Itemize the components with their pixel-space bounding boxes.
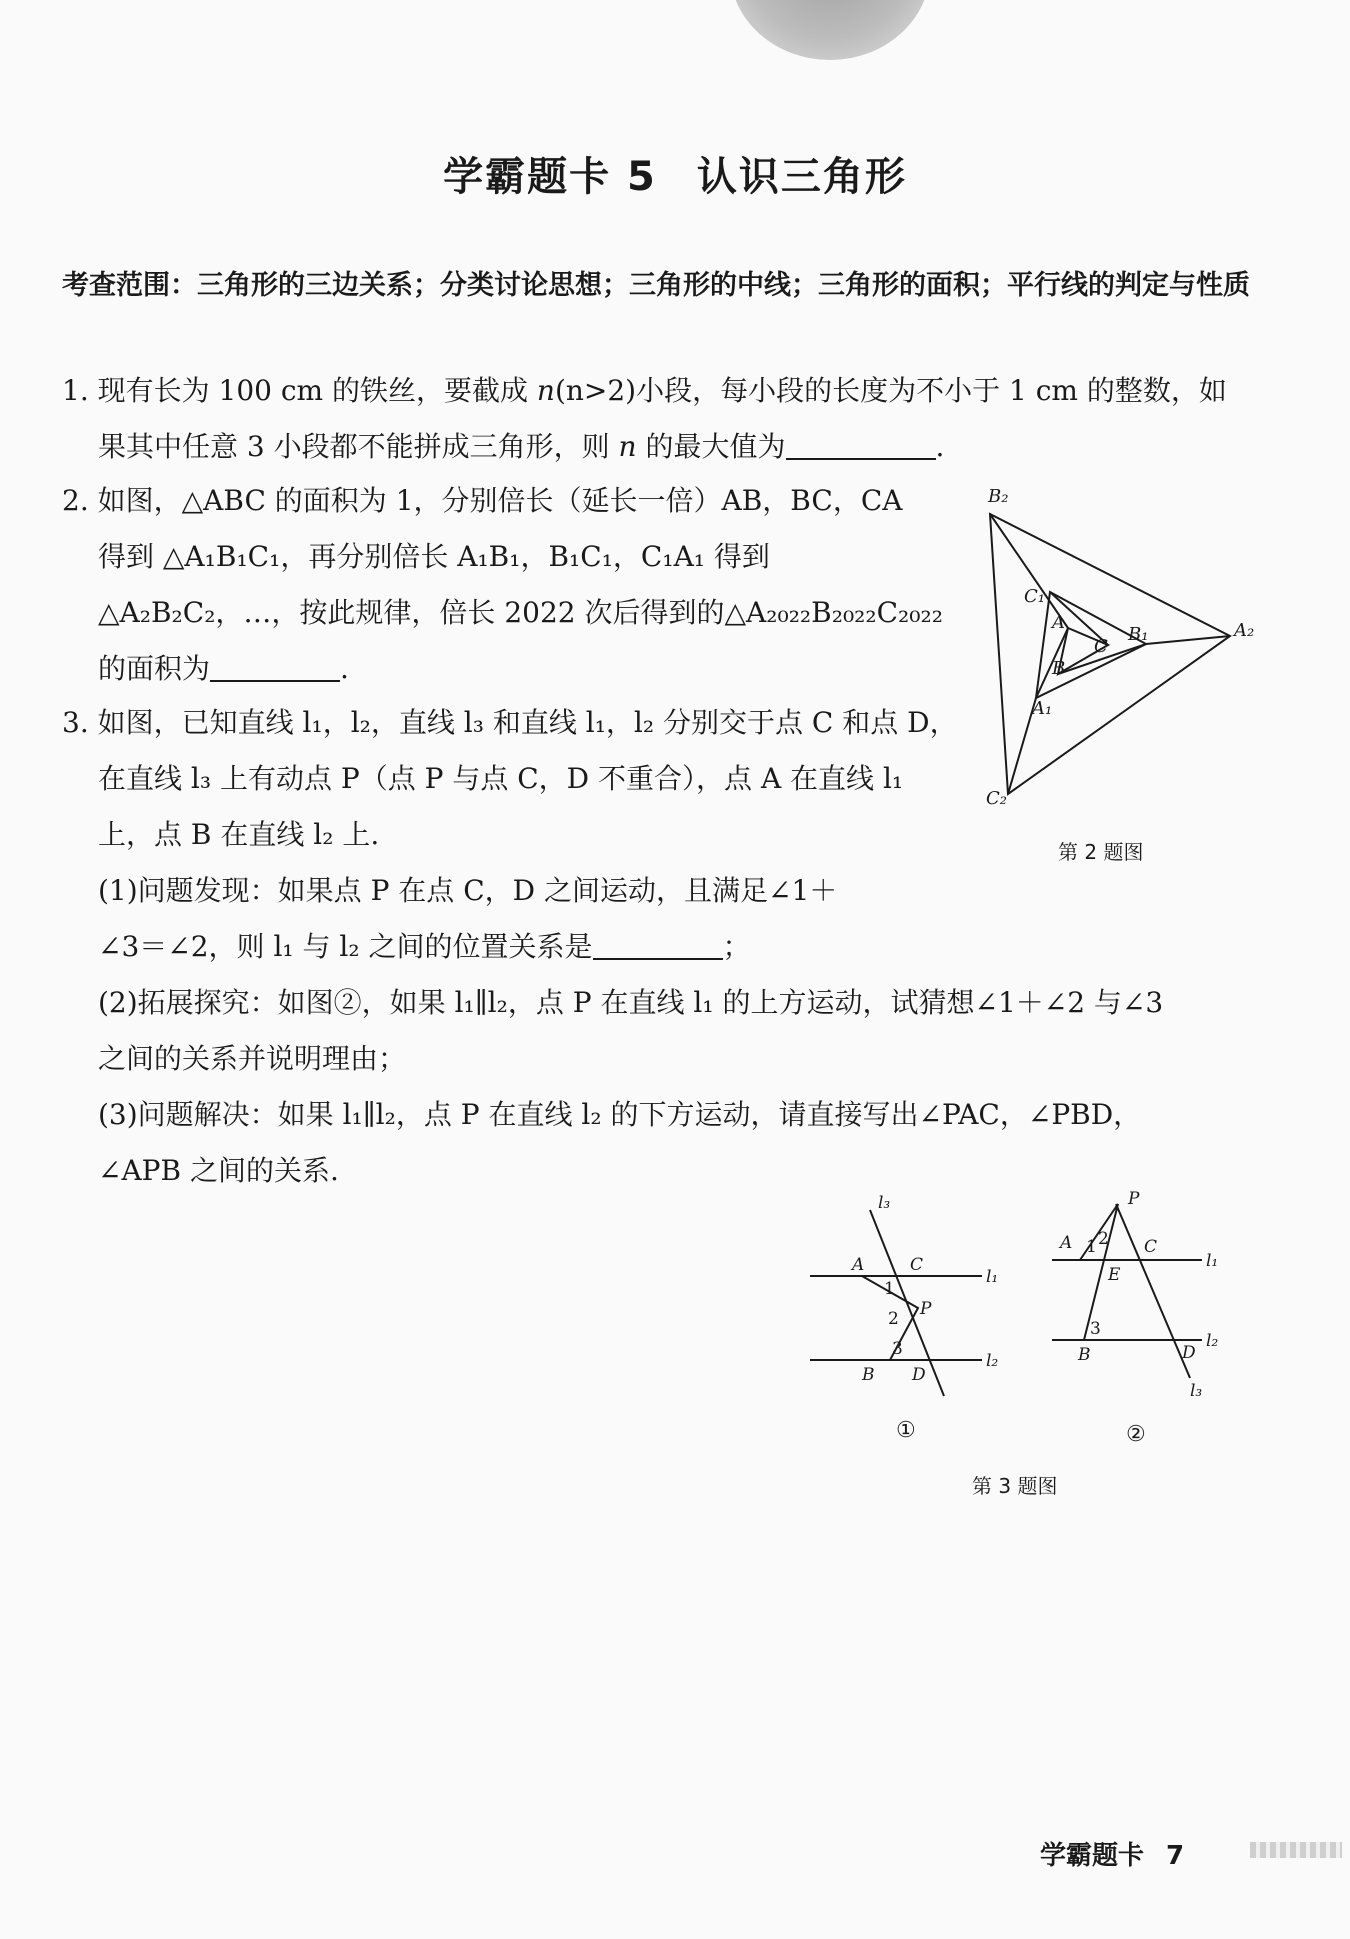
q3-line-2: 在直线 l₃ 上有动点 P（点 P 与点 C，D 不重合），点 A 在直线 l₁ xyxy=(98,762,904,795)
q1-line-2: 果其中任意 3 小段都不能拼成三角形，则 n 的最大值为 . xyxy=(98,430,945,463)
label-B: B xyxy=(862,1365,875,1385)
q2-line-1: 2. 如图，△ABC 的面积为 1，分别倍长（延长一倍）AB，BC，CA xyxy=(62,484,903,517)
q3-line-1: 3. 如图，已知直线 l₁，l₂，直线 l₃ 和直线 l₁，l₂ 分别交于点 C 和点 D， xyxy=(62,706,958,739)
q3-part-1-line-1: (1)问题发现：如果点 P 在点 C，D 之间运动，且满足∠1＋ xyxy=(98,874,838,907)
label-l2: l₂ xyxy=(986,1351,999,1371)
line-l3 xyxy=(1116,1204,1190,1378)
label-C: C xyxy=(1144,1237,1158,1257)
label-A: A xyxy=(1052,612,1065,633)
footer-decoration xyxy=(1250,1842,1342,1858)
figure-q3-caption: 第 3 题图 xyxy=(972,1474,1058,1498)
figure-q3-1-label: ① xyxy=(896,1418,916,1443)
q3-line-3: 上，点 B 在直线 l₂ 上. xyxy=(98,818,380,851)
title-topic: 认识三角形 xyxy=(696,154,907,200)
q3-part-1-line-2: ∠3＝∠2，则 l₁ 与 l₂ 之间的位置关系是 ； xyxy=(98,930,751,963)
triangle-A1B1C1 xyxy=(1036,592,1149,698)
label-A: A xyxy=(852,1255,865,1275)
title-main: 学霸题卡 5 xyxy=(443,154,657,200)
footer-brand: 学霸题卡 xyxy=(1040,1841,1145,1871)
line-l3 xyxy=(870,1210,944,1396)
figure-q3-2 xyxy=(1040,1190,1240,1414)
exam-scope: 考查范围：三角形的三边关系；分类讨论思想；三角形的中线；三角形的面积；平行线的判定与性质 xyxy=(62,270,1250,301)
answer-blank[interactable] xyxy=(786,428,936,460)
label-A1: A₁ xyxy=(1032,698,1053,719)
q3-part-3-line-2: ∠APB 之间的关系. xyxy=(98,1154,339,1187)
extension-line xyxy=(1146,636,1230,644)
label-l1: l₁ xyxy=(986,1267,999,1287)
q1-line-1: 1. 现有长为 100 cm 的铁丝，要截成 n(n>2)小段，每小段的长度为不小于 1 cm 的整数，如 xyxy=(62,374,1227,407)
label-E: E xyxy=(1108,1265,1121,1285)
label-D: D xyxy=(1182,1343,1196,1363)
page-number: 7 xyxy=(1166,1841,1185,1871)
q3-part-2-line-1: (2)拓展探究：如图②，如果 l₁∥l₂，点 P 在直线 l₁ 的上方运动，试猜想∠1＋∠2 与∠3 xyxy=(98,986,1164,1019)
question-1 xyxy=(62,363,1292,475)
label-P: P xyxy=(1128,1190,1140,1209)
q2-line-3: △A₂B₂C₂，…，按此规律，倍长 2022 次后得到的△A₂₀₂₂B₂₀₂₂C₂₀₂₂ xyxy=(98,596,943,629)
label-C2: C₂ xyxy=(986,788,1007,809)
label-l2: l₂ xyxy=(1206,1331,1219,1351)
label-B: B xyxy=(1078,1345,1091,1365)
label-l1: l₁ xyxy=(1206,1251,1219,1271)
label-C: C xyxy=(1094,636,1108,657)
label-angle-2: 2 xyxy=(888,1309,899,1329)
label-angle-1: 1 xyxy=(1086,1237,1097,1257)
label-P: P xyxy=(920,1299,932,1319)
label-A: A xyxy=(1060,1233,1073,1253)
label-A2: A₂ xyxy=(1234,620,1255,641)
label-D: D xyxy=(912,1365,926,1385)
label-B1: B₁ xyxy=(1128,624,1149,645)
label-angle-3: 3 xyxy=(892,1339,903,1359)
label-l3: l₃ xyxy=(1190,1381,1203,1401)
label-angle-1: 1 xyxy=(884,1279,895,1299)
label-angle-2: 2 xyxy=(1098,1229,1109,1249)
q2-line-4: 的面积为 . xyxy=(98,652,349,685)
q3-part-2-line-2: 之间的关系并说明理由； xyxy=(98,1042,407,1075)
label-angle-3: 3 xyxy=(1090,1319,1101,1339)
answer-blank[interactable] xyxy=(210,650,340,682)
triangle-figure xyxy=(960,480,1280,830)
triangle-A2B2C2 xyxy=(990,514,1230,794)
label-C: C xyxy=(910,1255,924,1275)
extension-line xyxy=(990,514,1068,628)
question-2 xyxy=(62,473,962,697)
figure-q3-1 xyxy=(800,1190,1020,1414)
label-B2: B₂ xyxy=(988,486,1009,507)
parallel-lines-figure-2 xyxy=(1040,1190,1240,1410)
figure-q2 xyxy=(960,480,1280,834)
label-l3: l₃ xyxy=(878,1193,891,1213)
page-title xyxy=(0,145,1350,202)
label-B: B xyxy=(1052,658,1066,679)
answer-blank[interactable] xyxy=(593,928,723,960)
page-edge-shadow xyxy=(730,0,930,60)
parallel-lines-figure-1 xyxy=(800,1190,1020,1410)
page-footer xyxy=(1040,1835,1184,1872)
figure-q3-2-label: ② xyxy=(1126,1422,1146,1447)
figure-q2-caption: 第 2 题图 xyxy=(1058,840,1144,864)
q2-line-2: 得到 △A₁B₁C₁，再分别倍长 A₁B₁，B₁C₁，C₁A₁ 得到 xyxy=(98,540,770,573)
q3-part-3-line-1: (3)问题解决：如果 l₁∥l₂，点 P 在直线 l₂ 的下方运动，请直接写出∠PAC，∠PBD， xyxy=(98,1098,1142,1131)
label-C1: C₁ xyxy=(1024,586,1045,607)
